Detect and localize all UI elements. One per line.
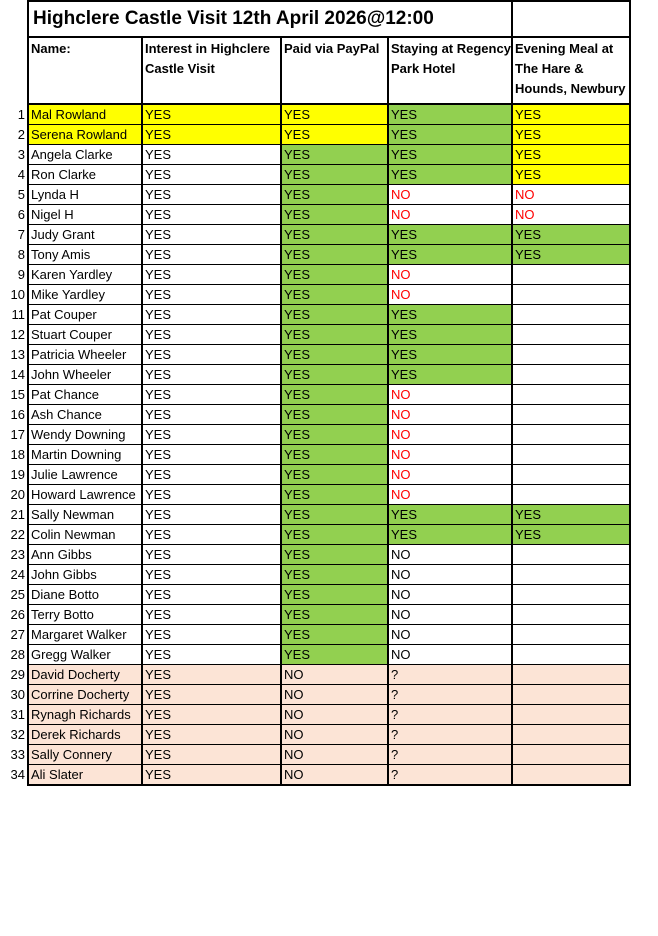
table-row [0,345,630,365]
staying-cell[interactable]: NO [388,465,512,485]
table-row [0,585,630,605]
interest-cell[interactable]: YES [142,285,281,305]
title-spare-cell[interactable] [512,1,630,37]
meal-cell[interactable]: YES [512,505,630,525]
row-number: 30 [0,685,28,705]
interest-cell[interactable]: YES [142,225,281,245]
name-cell[interactable]: Nigel H [28,205,142,225]
interest-cell[interactable]: YES [142,305,281,325]
row-number: 8 [0,245,28,265]
paid-cell[interactable]: NO [281,705,388,725]
meal-cell[interactable] [512,545,630,565]
interest-cell[interactable]: YES [142,345,281,365]
row-number: 5 [0,185,28,205]
paid-cell[interactable]: YES [281,605,388,625]
meal-cell[interactable]: YES [512,525,630,545]
table-row [0,445,630,465]
name-cell[interactable]: Judy Grant [28,225,142,245]
interest-cell[interactable]: YES [142,125,281,145]
interest-cell[interactable]: YES [142,585,281,605]
staying-cell[interactable]: ? [388,725,512,745]
row-number: 20 [0,485,28,505]
name-cell[interactable]: Sally Newman [28,505,142,525]
row-number: 14 [0,365,28,385]
row-number: 1 [0,104,28,125]
paid-cell[interactable]: YES [281,445,388,465]
row-number: 34 [0,765,28,786]
staying-cell[interactable]: YES [388,505,512,525]
meal-cell[interactable]: NO [512,205,630,225]
row-number: 7 [0,225,28,245]
interest-cell[interactable]: YES [142,245,281,265]
interest-cell[interactable]: YES [142,365,281,385]
table-row [0,125,630,145]
meal-cell[interactable] [512,405,630,425]
paid-cell[interactable]: YES [281,125,388,145]
staying-cell[interactable]: NO [388,645,512,665]
staying-cell[interactable]: YES [388,165,512,185]
staying-cell[interactable]: YES [388,245,512,265]
paid-cell[interactable]: YES [281,205,388,225]
interest-cell[interactable]: YES [142,405,281,425]
row-number: 19 [0,465,28,485]
staying-cell[interactable]: NO [388,385,512,405]
row-number: 11 [0,305,28,325]
paid-cell[interactable]: YES [281,505,388,525]
name-cell[interactable]: Pat Chance [28,385,142,405]
table-row [0,745,630,765]
paid-cell[interactable]: YES [281,245,388,265]
paid-cell[interactable]: YES [281,625,388,645]
staying-cell[interactable]: YES [388,225,512,245]
row-number: 26 [0,605,28,625]
staying-cell[interactable]: NO [388,585,512,605]
staying-cell[interactable]: YES [388,525,512,545]
paid-cell[interactable]: YES [281,165,388,185]
row-number: 33 [0,745,28,765]
interest-cell[interactable]: YES [142,205,281,225]
table-row [0,685,630,705]
meal-cell[interactable]: YES [512,165,630,185]
staying-cell[interactable]: YES [388,325,512,345]
staying-cell[interactable]: YES [388,345,512,365]
name-cell[interactable]: Howard Lawrence [28,485,142,505]
interest-cell[interactable]: YES [142,665,281,685]
name-cell[interactable]: Ali Slater [28,765,142,786]
name-cell[interactable]: Patricia Wheeler [28,345,142,365]
paid-cell[interactable]: NO [281,685,388,705]
meal-cell[interactable] [512,685,630,705]
paid-cell[interactable]: YES [281,585,388,605]
name-cell[interactable]: Terry Botto [28,605,142,625]
table-row [0,165,630,185]
name-cell[interactable]: John Gibbs [28,565,142,585]
meal-cell[interactable] [512,645,630,665]
paid-cell[interactable]: NO [281,745,388,765]
meal-cell[interactable] [512,605,630,625]
interest-cell[interactable]: YES [142,645,281,665]
name-cell[interactable]: Margaret Walker [28,625,142,645]
meal-cell[interactable] [512,385,630,405]
staying-cell[interactable]: NO [388,425,512,445]
row-number: 28 [0,645,28,665]
table-row [0,525,630,545]
paid-cell[interactable]: YES [281,225,388,245]
name-cell[interactable]: Lynda H [28,185,142,205]
paid-cell[interactable]: NO [281,665,388,685]
meal-cell[interactable] [512,285,630,305]
staying-cell[interactable]: YES [388,305,512,325]
row-number: 21 [0,505,28,525]
interest-cell[interactable]: YES [142,485,281,505]
row-number: 18 [0,445,28,465]
row-number-cell [0,37,28,104]
table-row [0,104,630,125]
row-number: 9 [0,265,28,285]
row-number: 22 [0,525,28,545]
interest-cell[interactable]: YES [142,185,281,205]
meal-cell[interactable] [512,665,630,685]
interest-cell[interactable]: YES [142,745,281,765]
row-number: 6 [0,205,28,225]
paid-cell[interactable]: YES [281,465,388,485]
paid-cell[interactable]: YES [281,185,388,205]
row-number: 27 [0,625,28,645]
table-row [0,305,630,325]
staying-cell[interactable]: NO [388,185,512,205]
table-row [0,385,630,405]
meal-cell[interactable] [512,485,630,505]
paid-cell[interactable]: YES [281,545,388,565]
staying-cell[interactable]: YES [388,104,512,125]
table-row [0,665,630,685]
header-staying[interactable]: Staying at Regency Park Hotel [388,37,512,104]
meal-cell[interactable]: YES [512,104,630,125]
name-cell[interactable]: Julie Lawrence [28,465,142,485]
table-row [0,285,630,305]
interest-cell[interactable]: YES [142,685,281,705]
name-cell[interactable]: Serena Rowland [28,125,142,145]
name-cell[interactable]: Ann Gibbs [28,545,142,565]
name-cell[interactable]: Colin Newman [28,525,142,545]
table-row [0,365,630,385]
meal-cell[interactable] [512,745,630,765]
meal-cell[interactable] [512,765,630,786]
staying-cell[interactable]: NO [388,605,512,625]
paid-cell[interactable]: YES [281,525,388,545]
header-interest[interactable]: Interest in Highclere Castle Visit [142,37,281,104]
staying-cell[interactable]: NO [388,405,512,425]
meal-cell[interactable] [512,725,630,745]
paid-cell[interactable]: NO [281,725,388,745]
table-row [0,405,630,425]
paid-cell[interactable]: YES [281,565,388,585]
interest-cell[interactable]: YES [142,104,281,125]
meal-cell[interactable]: NO [512,185,630,205]
sheet-title[interactable]: Highclere Castle Visit 12th April 2026@12:00 [28,1,512,37]
table-row [0,245,630,265]
interest-cell[interactable]: YES [142,425,281,445]
interest-cell[interactable]: YES [142,385,281,405]
row-number: 25 [0,585,28,605]
table-row [0,325,630,345]
row-number: 3 [0,145,28,165]
staying-cell[interactable]: NO [388,485,512,505]
meal-cell[interactable] [512,585,630,605]
name-cell[interactable]: Tony Amis [28,245,142,265]
row-number-cell [0,1,28,37]
table-row [0,705,630,725]
name-cell[interactable]: Stuart Couper [28,325,142,345]
name-cell[interactable]: Gregg Walker [28,645,142,665]
row-number: 2 [0,125,28,145]
staying-cell[interactable]: NO [388,265,512,285]
name-cell[interactable]: Wendy Downing [28,425,142,445]
row-number: 23 [0,545,28,565]
row-number: 32 [0,725,28,745]
interest-cell[interactable]: YES [142,505,281,525]
meal-cell[interactable] [512,365,630,385]
name-cell[interactable]: Karen Yardley [28,265,142,285]
paid-cell[interactable]: YES [281,345,388,365]
interest-cell[interactable]: YES [142,765,281,786]
name-cell[interactable]: John Wheeler [28,365,142,385]
meal-cell[interactable] [512,705,630,725]
paid-cell[interactable]: YES [281,425,388,445]
paid-cell[interactable]: YES [281,265,388,285]
meal-cell[interactable]: YES [512,225,630,245]
name-cell[interactable]: Corrine Docherty [28,685,142,705]
name-cell[interactable]: Diane Botto [28,585,142,605]
row-number: 24 [0,565,28,585]
meal-cell[interactable] [512,565,630,585]
name-cell[interactable]: Ron Clarke [28,165,142,185]
name-cell[interactable]: Rynagh Richards [28,705,142,725]
interest-cell[interactable]: YES [142,145,281,165]
meal-cell[interactable] [512,305,630,325]
paid-cell[interactable]: YES [281,365,388,385]
header-name[interactable]: Name: [28,37,142,104]
table-row [0,765,630,786]
staying-cell[interactable]: YES [388,125,512,145]
staying-cell[interactable]: NO [388,205,512,225]
meal-cell[interactable]: YES [512,125,630,145]
staying-cell[interactable]: NO [388,285,512,305]
paid-cell[interactable]: YES [281,645,388,665]
name-cell[interactable]: Mal Rowland [28,104,142,125]
table-row [0,605,630,625]
paid-cell[interactable]: YES [281,145,388,165]
staying-cell[interactable]: NO [388,565,512,585]
table-row [0,645,630,665]
row-number: 17 [0,425,28,445]
table-row [0,725,630,745]
staying-cell[interactable]: NO [388,445,512,465]
meal-cell[interactable] [512,345,630,365]
paid-cell[interactable]: YES [281,285,388,305]
table-row [0,265,630,285]
table-row [0,505,630,525]
row-number: 15 [0,385,28,405]
interest-cell[interactable]: YES [142,465,281,485]
paid-cell[interactable]: YES [281,385,388,405]
row-number: 29 [0,665,28,685]
meal-cell[interactable] [512,265,630,285]
interest-cell[interactable]: YES [142,705,281,725]
paid-cell[interactable]: YES [281,325,388,345]
staying-cell[interactable]: YES [388,145,512,165]
row-number: 10 [0,285,28,305]
paid-cell[interactable]: YES [281,405,388,425]
meal-cell[interactable] [512,625,630,645]
table-row [0,205,630,225]
table-row [0,425,630,445]
paid-cell[interactable]: YES [281,485,388,505]
paid-cell[interactable]: NO [281,765,388,786]
header-paid[interactable]: Paid via PayPal [281,37,388,104]
name-cell[interactable]: Martin Downing [28,445,142,465]
meal-cell[interactable] [512,325,630,345]
name-cell[interactable]: David Docherty [28,665,142,685]
header-meal[interactable]: Evening Meal at The Hare & Hounds, Newbury [512,37,630,104]
staying-cell[interactable]: ? [388,745,512,765]
meal-cell[interactable] [512,425,630,445]
staying-cell[interactable]: ? [388,685,512,705]
staying-cell[interactable]: NO [388,545,512,565]
table-row [0,625,630,645]
meal-cell[interactable] [512,445,630,465]
row-number: 13 [0,345,28,365]
row-number: 4 [0,165,28,185]
meal-cell[interactable] [512,465,630,485]
name-cell[interactable]: Pat Couper [28,305,142,325]
name-cell[interactable]: Angela Clarke [28,145,142,165]
interest-cell[interactable]: YES [142,625,281,645]
paid-cell[interactable]: YES [281,305,388,325]
name-cell[interactable]: Mike Yardley [28,285,142,305]
name-cell[interactable]: Ash Chance [28,405,142,425]
table-row [0,465,630,485]
staying-cell[interactable]: NO [388,625,512,645]
row-number: 16 [0,405,28,425]
interest-cell[interactable]: YES [142,445,281,465]
paid-cell[interactable]: YES [281,104,388,125]
interest-cell[interactable]: YES [142,605,281,625]
staying-cell[interactable]: ? [388,705,512,725]
table-row [0,545,630,565]
interest-cell[interactable]: YES [142,525,281,545]
interest-cell[interactable]: YES [142,565,281,585]
interest-cell[interactable]: YES [142,325,281,345]
table-row [0,565,630,585]
table-row [0,225,630,245]
row-number: 31 [0,705,28,725]
name-cell[interactable]: Sally Connery [28,745,142,765]
table-row [0,485,630,505]
staying-cell[interactable]: ? [388,665,512,685]
name-cell[interactable]: Derek Richards [28,725,142,745]
staying-cell[interactable]: YES [388,365,512,385]
meal-cell[interactable]: YES [512,245,630,265]
interest-cell[interactable]: YES [142,545,281,565]
interest-cell[interactable]: YES [142,165,281,185]
interest-cell[interactable]: YES [142,265,281,285]
row-number: 12 [0,325,28,345]
table-row [0,185,630,205]
staying-cell[interactable]: ? [388,765,512,786]
meal-cell[interactable]: YES [512,145,630,165]
interest-cell[interactable]: YES [142,725,281,745]
table-row [0,145,630,165]
